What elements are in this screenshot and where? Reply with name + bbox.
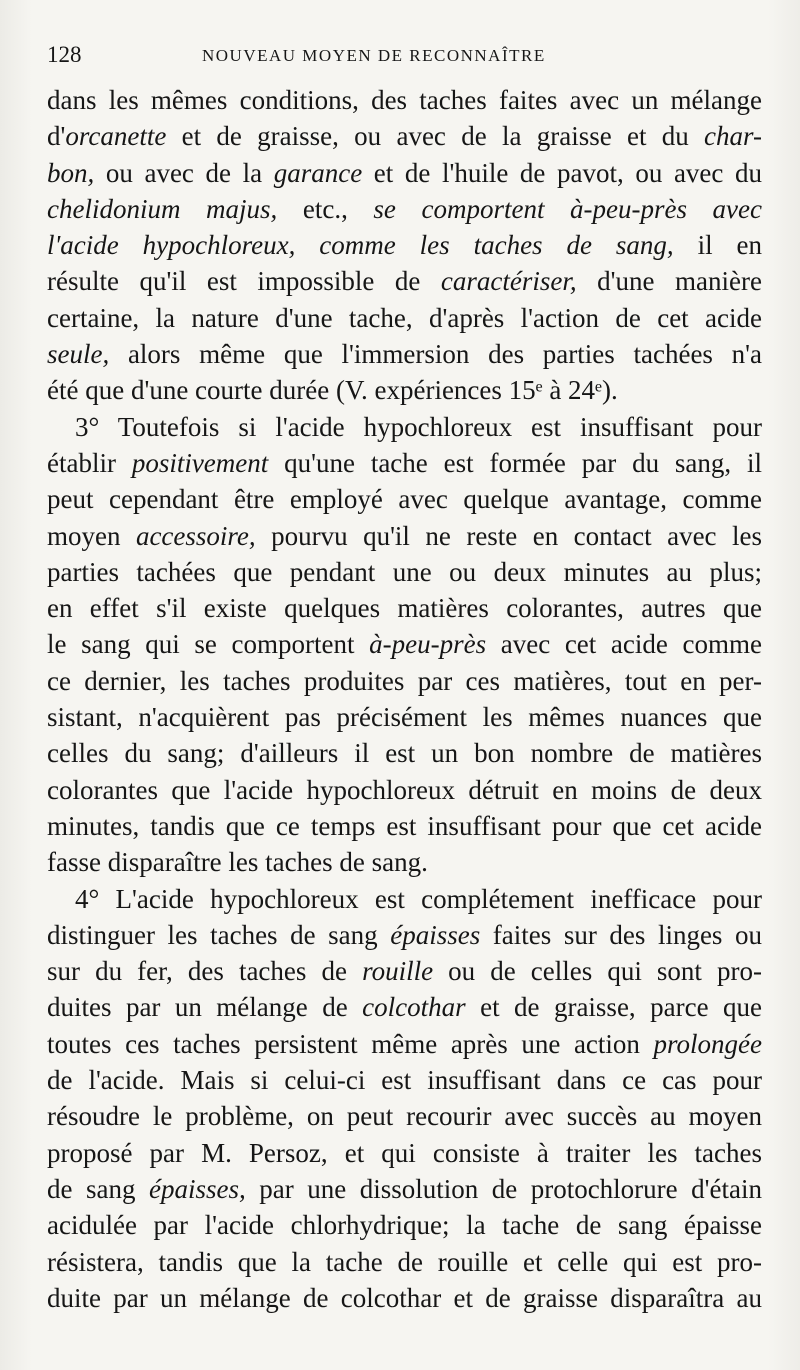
text-line <box>47 263 762 299</box>
text-run: ce dernier, les taches produites par ces matières, tout en per- <box>47 665 762 696</box>
text-line <box>47 554 762 590</box>
text-run: de l'acide. Mais si celui-ci est insuffisant dans ce cas pour <box>47 1065 762 1096</box>
text-run: sur du fer, des taches de <box>47 956 363 987</box>
text-run: ou avec de la <box>94 157 274 188</box>
text-line <box>47 1244 762 1280</box>
text-line <box>47 844 762 880</box>
italic-text: rouille <box>362 956 434 987</box>
text-line <box>47 481 762 517</box>
text-run: celles du sang; d'ailleurs il est un bon nombre de matières <box>47 738 762 769</box>
text-run: résulte qu'il est impossible de <box>47 266 441 297</box>
italic-text: l'acide hypochloreux, comme les taches de sang, <box>47 230 674 261</box>
text-line <box>47 118 762 154</box>
text-run: alors même que l'immersion des parties tachées n'a <box>109 339 762 370</box>
text-run: 4° L'acide hypochloreux est complétement inefficace pour <box>75 883 762 914</box>
text-run: résistera, tandis que la tache de rouille et celle qui est pro- <box>47 1246 762 1277</box>
text-run: duites par un mélange de <box>47 992 363 1023</box>
text-line <box>47 953 762 989</box>
text-run: de sang <box>47 1173 149 1204</box>
page-number: 128 <box>47 42 82 67</box>
text-line <box>47 699 762 735</box>
italic-text: épaisses, <box>148 1173 246 1204</box>
italic-text: accessoire, <box>135 520 256 551</box>
text-run: établir <box>47 447 132 478</box>
text-line <box>47 989 762 1025</box>
running-head <box>47 0 762 82</box>
italic-text: garance <box>273 157 363 188</box>
text-line <box>47 626 762 662</box>
text-line <box>47 1062 762 1098</box>
text-run: d' <box>47 121 66 152</box>
text-run: moyen <box>47 520 136 551</box>
text-run: parties tachées que pendant une ou deux minutes au plus; <box>47 556 762 587</box>
text-line <box>47 518 762 554</box>
text-line <box>47 735 762 771</box>
text-run: acidulée par l'acide chlorhydrique; la tache de sang épaisse <box>47 1210 762 1241</box>
text-line <box>47 590 762 626</box>
text-line <box>47 1098 762 1134</box>
text-run: avec cet acide comme <box>486 629 762 660</box>
text-run: par une dissolution de protochlorure d'étain <box>245 1173 762 1204</box>
text-run: etc., <box>277 193 374 224</box>
text-line <box>47 1026 762 1062</box>
text-run: pourvu qu'il ne reste en contact avec les <box>255 520 762 551</box>
text-run: qu'une tache est formée par du sang, il <box>268 447 762 478</box>
text-line <box>47 155 762 191</box>
text-run: d'une manière <box>576 266 762 297</box>
text-run: certaine, la nature d'une tache, d'après l'action de cet acide <box>47 302 762 333</box>
text-line <box>47 82 762 118</box>
text-line <box>47 336 762 372</box>
text-run: fasse disparaître les taches de sang. <box>47 847 428 878</box>
italic-text: orcanette <box>65 121 167 152</box>
text-run: colorantes que l'acide hypochloreux détruit en moins de deux <box>47 774 762 805</box>
text-line <box>47 227 762 263</box>
text-line <box>47 409 762 445</box>
italic-text: bon, <box>47 157 95 188</box>
text-run: et de graisse, parce que <box>465 992 762 1023</box>
running-title: NOUVEAU MOYEN DE RECONNAÎTRE <box>202 46 546 65</box>
italic-text: chelidonium majus, <box>47 193 278 224</box>
text-run: résoudre le problème, on peut recourir avec succès au moyen <box>47 1101 762 1132</box>
text-line <box>47 191 762 227</box>
italic-text: positivement <box>131 447 269 478</box>
italic-text: char- <box>704 121 762 152</box>
italic-text: à-peu-près <box>369 629 487 660</box>
text-run: minutes, tandis que ce temps est insuffisant pour que cet acide <box>47 810 762 841</box>
text-run: le sang qui se comportent <box>47 629 370 660</box>
text-run: duite par un mélange de colcothar et de graisse disparaîtra au <box>47 1282 762 1313</box>
text-line <box>47 445 762 481</box>
text-line <box>47 808 762 844</box>
text-line <box>47 1280 762 1316</box>
italic-text: seule, <box>47 339 110 370</box>
text-run: été que d'une courte durée (V. expériences 15ᵉ à 24ᵉ). <box>47 375 618 406</box>
text-run: faites sur des linges ou <box>480 919 762 950</box>
text-run: distinguer les taches de sang <box>47 919 391 950</box>
body-text <box>47 82 762 1316</box>
text-line <box>47 1135 762 1171</box>
text-run: proposé par M. Persoz, et qui consiste à traiter les taches <box>47 1137 762 1168</box>
text-line <box>47 300 762 336</box>
text-run: et de l'huile de pavot, ou avec du <box>362 157 763 188</box>
text-run: 3° Toutefois si l'acide hypochloreux est insuffisant pour <box>75 411 762 442</box>
text-line <box>47 1171 762 1207</box>
text-line <box>47 372 762 408</box>
text-run: dans les mêmes conditions, des taches faites avec un mélange <box>47 85 762 115</box>
text-run: il en <box>673 230 762 261</box>
italic-text: caractériser, <box>440 266 577 297</box>
text-line <box>47 881 762 917</box>
text-run: ou de celles qui sont pro- <box>433 956 762 987</box>
italic-text: colcothar <box>362 992 466 1023</box>
text-line <box>47 663 762 699</box>
italic-text: épaisses <box>390 919 481 950</box>
text-run: en effet s'il existe quelques matières colorantes, autres que <box>47 593 762 624</box>
italic-text: se comportent à-peu-près avec <box>373 193 762 224</box>
text-run: sistant, n'acquièrent pas précisément les mêmes nuances que <box>47 702 762 733</box>
text-line <box>47 772 762 808</box>
text-run: peut cependant être employé avec quelque avantage, comme <box>47 484 762 515</box>
text-run: et de graisse, ou avec de la graisse et du <box>166 121 705 152</box>
italic-text: prolongée <box>653 1028 762 1059</box>
text-line <box>47 1207 762 1243</box>
text-line <box>47 917 762 953</box>
text-run: toutes ces taches persistent même après une action <box>47 1028 654 1059</box>
